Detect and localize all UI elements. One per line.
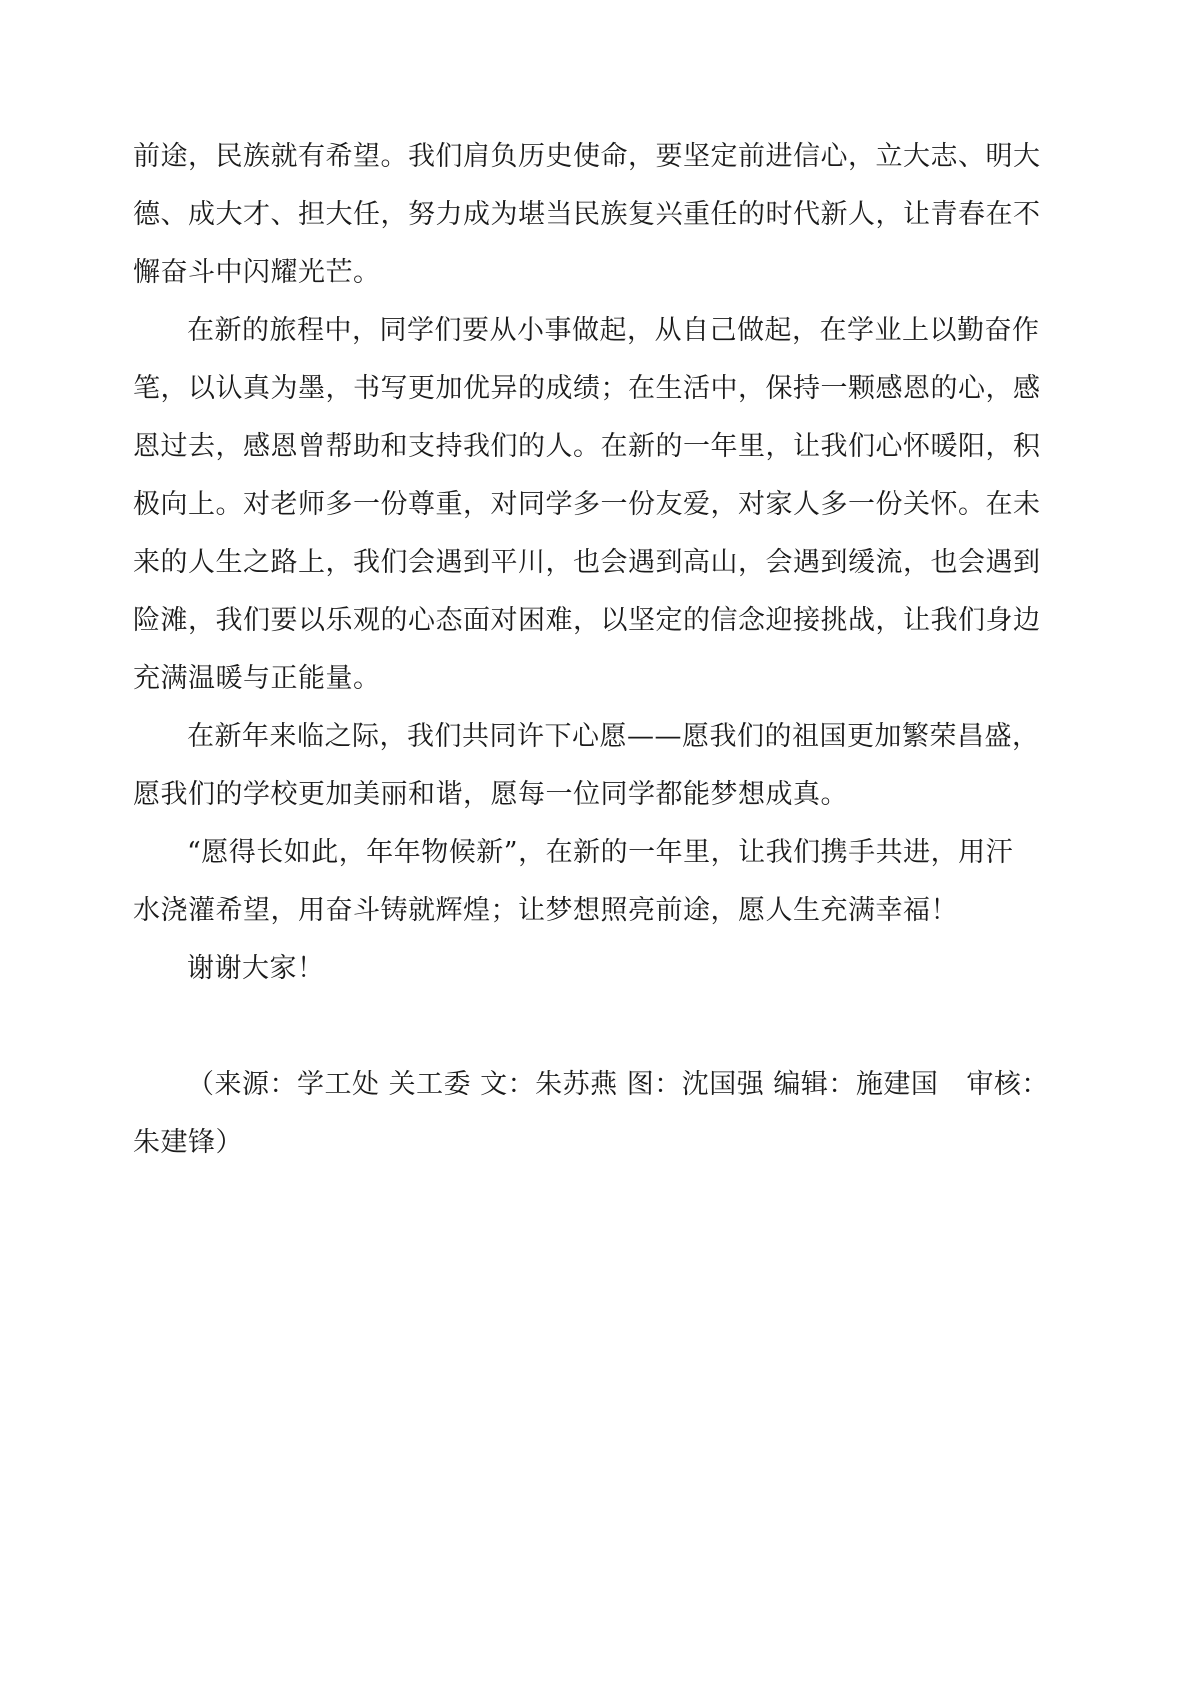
text-line: 懈奋斗中闪耀光芒。 <box>133 257 381 288</box>
text-line: 水浇灌希望，用奋斗铸就辉煌；让梦想照亮前途，愿人生充满幸福！ <box>133 895 958 926</box>
text-line: 恩过去，感恩曾帮助和支持我们的人。在新的一年里，让我们心怀暖阳，积 <box>133 431 1041 462</box>
paragraph-mission <box>133 128 1069 302</box>
paragraph-quote <box>133 824 1069 940</box>
text-line: 前途，民族就有希望。我们肩负历史使命，要坚定前进信心，立大志、明大 <box>133 141 1041 172</box>
reviewer-label: 审核： <box>966 1069 1049 1100</box>
paragraph-new-journey <box>133 302 1069 708</box>
source-credits <box>133 1056 1069 1172</box>
source-credits-text: （来源：学工处 关工委 文：朱苏燕 图：沈国强 编辑：施建国 <box>187 1069 939 1100</box>
paragraph-thanks <box>133 940 1069 998</box>
text-line: 德、成大才、担大任，努力成为堪当民族复兴重任的时代新人，让青春在不 <box>133 199 1041 230</box>
source-line <box>133 1056 1069 1114</box>
paragraph-wishes <box>133 708 1069 824</box>
text-line: 在新的旅程中，同学们要从小事做起，从自己做起，在学业上以勤奋作 <box>187 315 1040 346</box>
text-line: 在新年来临之际，我们共同许下心愿——愿我们的祖国更加繁荣昌盛， <box>187 721 1040 752</box>
text-line: 极向上。对老师多一份尊重，对同学多一份友爱，对家人多一份关怀。在未 <box>133 489 1041 520</box>
text-line: 笔，以认真为墨，书写更加优异的成绩；在生活中，保持一颗感恩的心，感 <box>133 373 1041 404</box>
text-line: 愿我们的学校更加美丽和谐，愿每一位同学都能梦想成真。 <box>133 779 848 810</box>
document-body <box>133 128 1069 1172</box>
text-line: 来的人生之路上，我们会遇到平川，也会遇到高山，会遇到缓流，也会遇到 <box>133 547 1041 578</box>
text-line: “愿得长如此，年年物候新”，在新的一年里，让我们携手共进，用汗 <box>187 837 1014 868</box>
source-line: 朱建锋） <box>133 1127 243 1158</box>
text-line: 险滩，我们要以乐观的心态面对困难，以坚定的信念迎接挑战，让我们身边 <box>133 605 1041 636</box>
text-line: 谢谢大家！ <box>187 953 325 984</box>
text-line: 充满温暖与正能量。 <box>133 663 381 694</box>
